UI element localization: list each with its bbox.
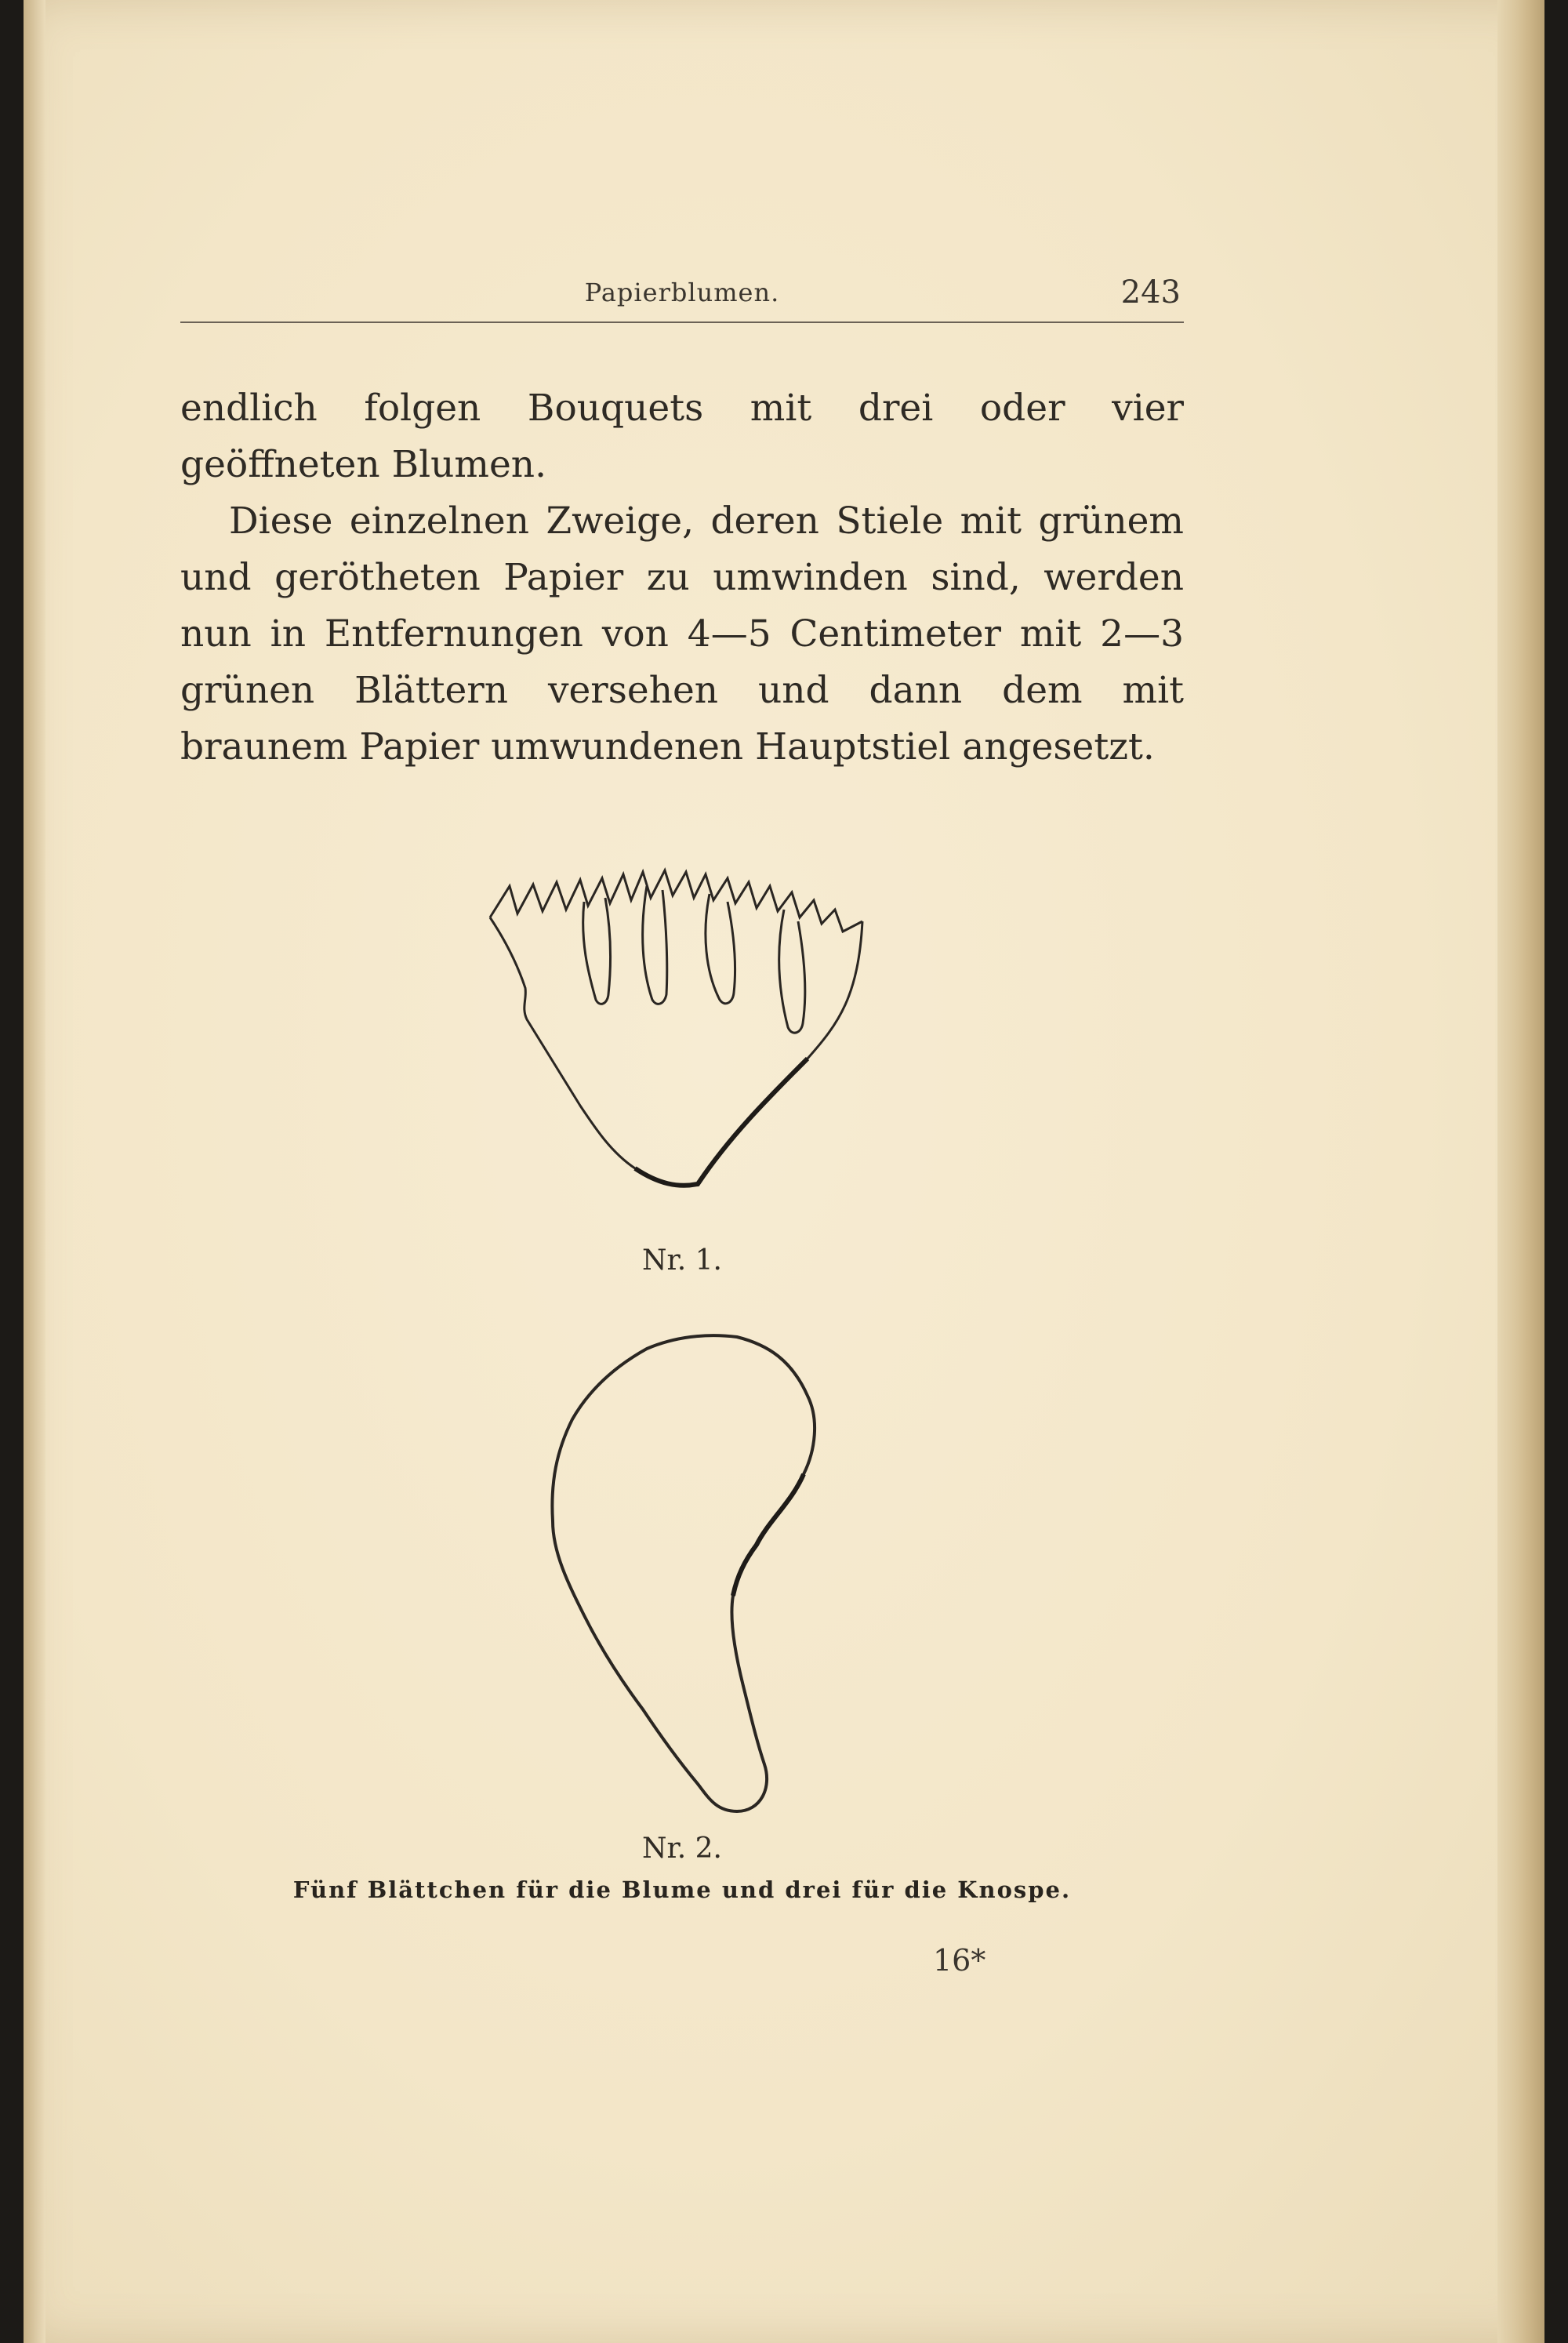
figure-2-caption: Nr. 2. <box>642 1833 722 1865</box>
figure-1-fringed-petal <box>470 855 925 1208</box>
paragraph-1: endlich folgen Bouquets mit drei oder vier geöffneten Blumen. <box>180 387 1184 486</box>
page-gutter <box>24 0 45 2343</box>
page-header <box>180 274 1184 323</box>
paragraph-2: Diese einzelnen Zweige, deren Stiele mit grünem und gerötheten Papier zu umwinden sind, werden nun in Entfernungen von 4—5 Centimeter mit 2—3 grünen Blättern versehen und dann dem mit braunem Papier umwundenen Hauptstiel angesetzt. <box>180 499 1184 768</box>
figure-2-petal <box>533 1325 878 1835</box>
figure-legend: Fünf Blättchen für die Blume und drei für die Knospe. <box>292 1876 1072 1903</box>
page-number: 243 <box>1120 274 1181 311</box>
body-text <box>180 380 1184 776</box>
signature-mark: 16* <box>933 1943 986 1978</box>
page-fore-edge <box>1497 0 1544 2343</box>
figure-1-caption: Nr. 1. <box>642 1244 722 1277</box>
running-title: Papierblumen. <box>584 278 780 307</box>
book-page <box>24 0 1544 2343</box>
